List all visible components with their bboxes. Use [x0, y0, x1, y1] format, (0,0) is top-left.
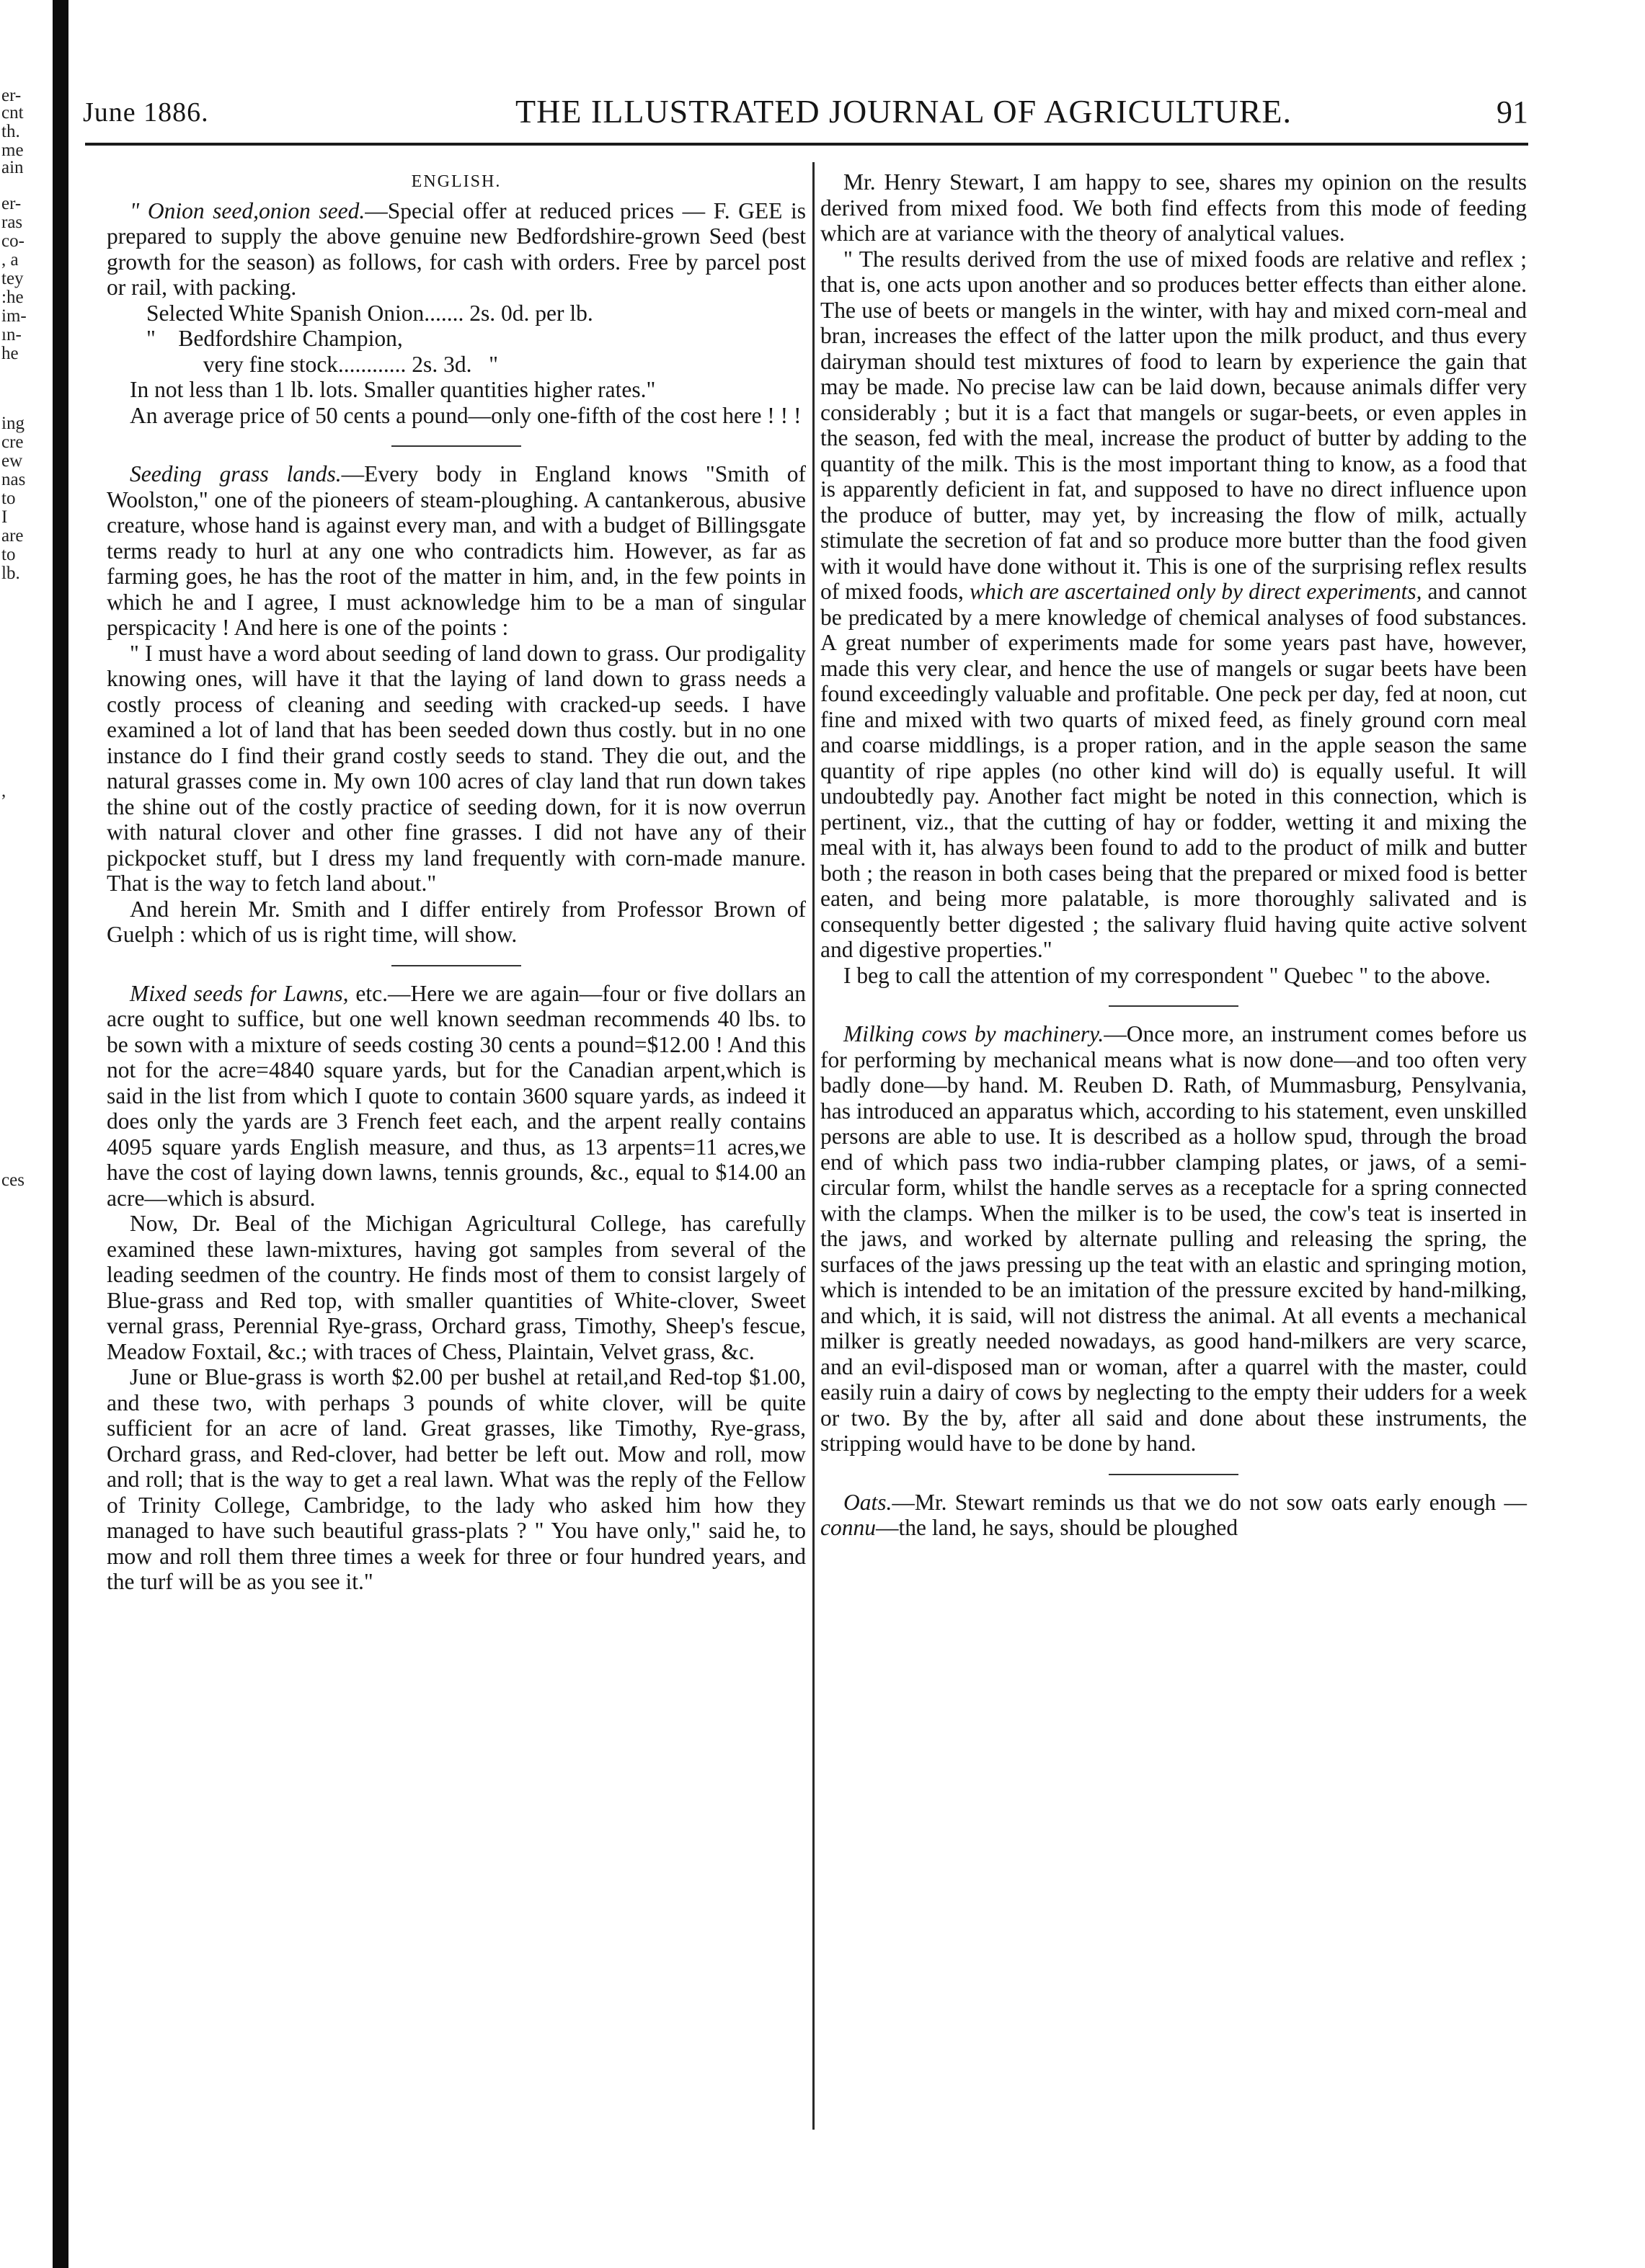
section-heading: ENGLISH. [411, 172, 502, 191]
right-column [820, 169, 1527, 1541]
mixed-food-article [820, 169, 1527, 988]
margin-fragment: are [1, 526, 24, 546]
section-divider [391, 445, 521, 447]
lawns-paragraph-3: June or Blue-grass is worth $2.00 per bushel at retail,and Red-top $1.00, and these two, with perhaps 3 pounds of white clover, will be quite sufficient for an acre of land. Great grasses, like Timothy, Rye-grass, Orchard grass, and Red-clover, had better be left out. Mow and roll, mow and roll; that is the way to get a real lawn. What was the reply of the Fellow of Trinity College, Cambridge, to the lady who asked him how they managed to have such beautiful grass-plats ? " You have only," said he, to mow and roll them three times a week for three or four hundred years, and the turf will be as you see it." [107, 1364, 806, 1594]
issue-date: June 1886. [83, 97, 209, 128]
margin-fragment: ın- [1, 325, 22, 344]
seeding-paragraph-2: " I must have a word about seeding of land down to grass. Our prodigality knowing ones, will have it that the laying of land down to grass needs a costly process of cleaning and seeding with cracked-up seeds. I have examined a lot of land that has been seeded down thus costly. but in no one instance do I find their grand costly seeds to stand. They die out, and the natural grasses come in. My own 100 acres of clay land that run down takes the shine out of the costly practice of seeding down, for it is now overrun with natural clover and other fine grasses. I did not have any of their pickpocket stuff, but I dress my land frequently with corn-made manure. That is the way to fetch land about." [107, 640, 806, 896]
margin-fragment: :he [1, 288, 24, 307]
margin-fragment: ing [1, 414, 25, 433]
offer-line-1: Selected White Spanish Onion....... 2s. 0d. per lb. [146, 300, 593, 326]
stewart-quote-emphasis: which are ascertained only by direct experiments, [969, 579, 1422, 604]
lawns-paragraph-1 [107, 981, 806, 1211]
page-number: 91 [1497, 94, 1528, 130]
margin-fragment: cnt [1, 103, 24, 123]
margin-fragment: nas [1, 470, 26, 489]
adjacent-page-margin [0, 86, 50, 1240]
oats-body-1: —Mr. Stewart reminds us that we do not sow oats early enough — [892, 1489, 1527, 1515]
margin-fragment: ras [1, 213, 23, 232]
offer-line-3: very fine stock............ 2s. 3d. " [146, 351, 498, 377]
margin-fragment: to [1, 545, 16, 564]
margin-fragment: ces [1, 1170, 25, 1190]
seeding-paragraph-1 [107, 461, 806, 641]
binding-shadow [53, 0, 68, 2268]
margin-fragment: to [1, 489, 16, 508]
offer-line-2: " Bedfordshire Champion, [146, 326, 403, 351]
margin-fragment: , a [1, 250, 19, 270]
lawns-lead: Mixed seeds for Lawns, [130, 980, 349, 1006]
margin-fragment: cre [1, 432, 24, 452]
lawns-paragraph-2: Now, Dr. Beal of the Michigan Agricultural College, has carefully examined these lawn-mixtures, having got samples from several of the leading seedmen of the country. He finds most of them to consist largely of Blue-grass and Red top, with smaller quantities of White-clover, Sweet vernal grass, Perennial Rye-grass, Orchard grass, Timothy, Sheep's fescue, Meadow Foxtail, &c.; with traces of Chess, Plaintain, Velvet grass, &c. [107, 1211, 806, 1364]
onion-lead: " Onion seed,onion seed. [130, 197, 365, 223]
margin-fragment: he [1, 344, 19, 363]
seeding-paragraph-3: And herein Mr. Smith and I differ entirely from Professor Brown of Guelph : which of us is right time, will show. [107, 896, 806, 947]
section-divider [1109, 1474, 1238, 1475]
oats-body-2: —the land, he says, should be ploughed [875, 1515, 1238, 1540]
margin-fragment: me [1, 141, 24, 160]
seeding-lead: Seeding grass lands. [130, 461, 342, 486]
seeding-body: —Every body in England knows "Smith of Woolston," one of the pioneers of steam-ploughing. A cantankerous, abusive creature, whose hand is against every man, and with a budget of Billingsgate terms ready to hurl at any one who contradicts him. However, as far as farming goes, he has the root of the matter in him, and, in the few points in which he and I agree, I must acknowledge him to be a man of singular perspicacity ! And here is one of the points : [107, 461, 806, 640]
journal-title: THE ILLUSTRATED JOURNAL OF AGRICULTURE. [515, 93, 1292, 130]
section-divider [1109, 1005, 1238, 1007]
margin-fragment: lb. [1, 564, 20, 583]
milking-machinery-article [820, 1021, 1527, 1457]
margin-fragment: I [1, 507, 8, 527]
milking-body: —Once more, an instrument comes before us for performing by mechanical means what is now done—and too often very badly done—by hand. M. Reuben D. Rath, of Mummasburg, Pensylvania, has introduced an apparatus which, according to his statement, even unskilled persons are able to use. It is described as a hollow spud, through the broad end of which pass two india-rubber clamping plates, or jaws, of a semi-circular form, whilst the handle serves as a receptacle for a spring connected with the clamps. When the milker is to be used, the cow's teat is inserted in the jaws, and worked by alternate pulling and releasing the spring, the surfaces of the jaws pressing up the teat with an elastic and springing motion, which is intended to be an imitation of the pressure excited by hand-milking, and which, it is said, will not distress the animal. At all events a mechanical milker is greatly needed nowadays, as good hand-milkers are very scarce, and an evil-disposed man or woman, after a quarrel with the master, could easily ruin a dairy of cows by neglecting to the empty their udders for a week or two. By the by, after all said and done about these instruments, the stripping would have to be done by hand. [820, 1021, 1527, 1456]
margin-fragment: ew [1, 451, 23, 471]
column-divider [812, 162, 815, 2130]
milking-lead: Milking cows by machinery. [843, 1021, 1104, 1046]
margin-fragment: er- [1, 194, 22, 213]
price-note: An average price of 50 cents a pound—only one-fifth of the cost here ! ! ! [130, 402, 802, 428]
margin-fragment: er- [1, 86, 22, 105]
margin-fragment: , [1, 781, 6, 801]
onion-seed-article [107, 198, 806, 429]
margin-fragment: tey [1, 269, 24, 288]
seeding-grass-article [107, 461, 806, 948]
oats-lead: Oats. [843, 1489, 892, 1515]
oats-paragraph [820, 1490, 1527, 1541]
margin-fragment: co- [1, 231, 25, 251]
stewart-quote [820, 246, 1527, 963]
offer-tail: In not less than 1 lb. lots. Smaller quantities higher rates." [130, 377, 656, 402]
stewart-paragraph-3: I beg to call the attention of my correspondent " Quebec " to the above. [843, 962, 1491, 988]
oats-italic-word: connu [820, 1515, 876, 1540]
stewart-paragraph-1: Mr. Henry Stewart, I am happy to see, shares my opinion on the results derived from mixed food. We both find effects from this mode of feeding which are at variance with the theory of analytical values. [820, 169, 1527, 246]
margin-fragment: im- [1, 306, 27, 326]
milking-paragraph [820, 1021, 1527, 1457]
running-header [83, 92, 1528, 135]
lawn-seeds-article [107, 981, 806, 1595]
left-column [107, 169, 806, 1595]
stewart-quote-part-2: and cannot be predicated by a mere knowledge of chemical analyses of food substances. A great number of experiments made for some years past have, however, made this very clear, and hence the use of mangels or sugar beets have been found exceedingly valuable and profitable. One peck per day, fed at noon, cut fine and mixed with two quarts of mixed feed, as finely ground corn meal and coarse middlings, is a proper ration, and in the apple season the same quantity of ripe apples (no other kind will do) is equally useful. It will undoubtedly pay. Another fact might be noted in this connection, which is pertinent, viz., that the cutting of hay or fodder, wetting it and mixing the meal with it, has always been found to add to the product of milk and butter both ; the reason in both cases being that the prepared or mixed food is better eaten, and being more palatable, is more thoroughly salivated and is consequently better digested ; the salivary fluid having quite active solvent and digestive properties." [820, 579, 1527, 962]
header-rule [85, 143, 1528, 146]
onion-body: —Special offer at reduced prices — F. GEE is prepared to supply the above genuine new Bedfordshire-grown Seed (best growth for the season) as follows, for cash with orders. Free by parcel post or rail, with packing. [107, 197, 807, 300]
margin-fragment: ain [1, 158, 24, 177]
oats-article [820, 1490, 1527, 1541]
section-divider [391, 965, 521, 966]
onion-paragraph [107, 198, 806, 301]
lawns-body: etc.—Here we are again—four or five dollars an acre ought to suffice, but one well known seedman recommends 40 lbs. to be sown with a mixture of seeds costing 30 cents a pound=$12.00 ! And this not for the acre=4840 square yards, but for the Canadian arpent,which is said in the list from which I quote to contain 3600 square yards, as indeed it does only the yards are 3 French feet each, and the arpent really contains 4095 square yards English measure, and thus, as 13 arpents=11 acres,we have the cost of laying down lawns, tennis grounds, &c., equal to $14.00 an acre—which is absurd. [107, 980, 806, 1211]
stewart-quote-part-1: " The results derived from the use of mixed foods are relative and reflex ; that is, one acts upon another and so produces better effects than either alone. The use of beets or mangels in the winter, with hay and mixed corn-meal and bran, increases the effect of the latter upon the milk product, and thus every dairyman should test mixtures of food to learn by experience the gain that may be made. No precise law can be laid down, because animals differ very considerably ; but it is a fact that mangels or sugar-beets, or even apples in the season, fed with the meal, increase the product of butter by adding to the quantity of the milk. This is the most important thing to know, as a food that is apparently deficient in fat, and supposed to have no direct influence upon the produce of butter, may yet, by increasing the flow of milk, actually stimulate the secretion of fat and so produce more butter than the food given with it would have done without it. This is one of the surprising reflex results of mixed foods, [820, 246, 1527, 604]
margin-fragment: th. [1, 122, 20, 141]
